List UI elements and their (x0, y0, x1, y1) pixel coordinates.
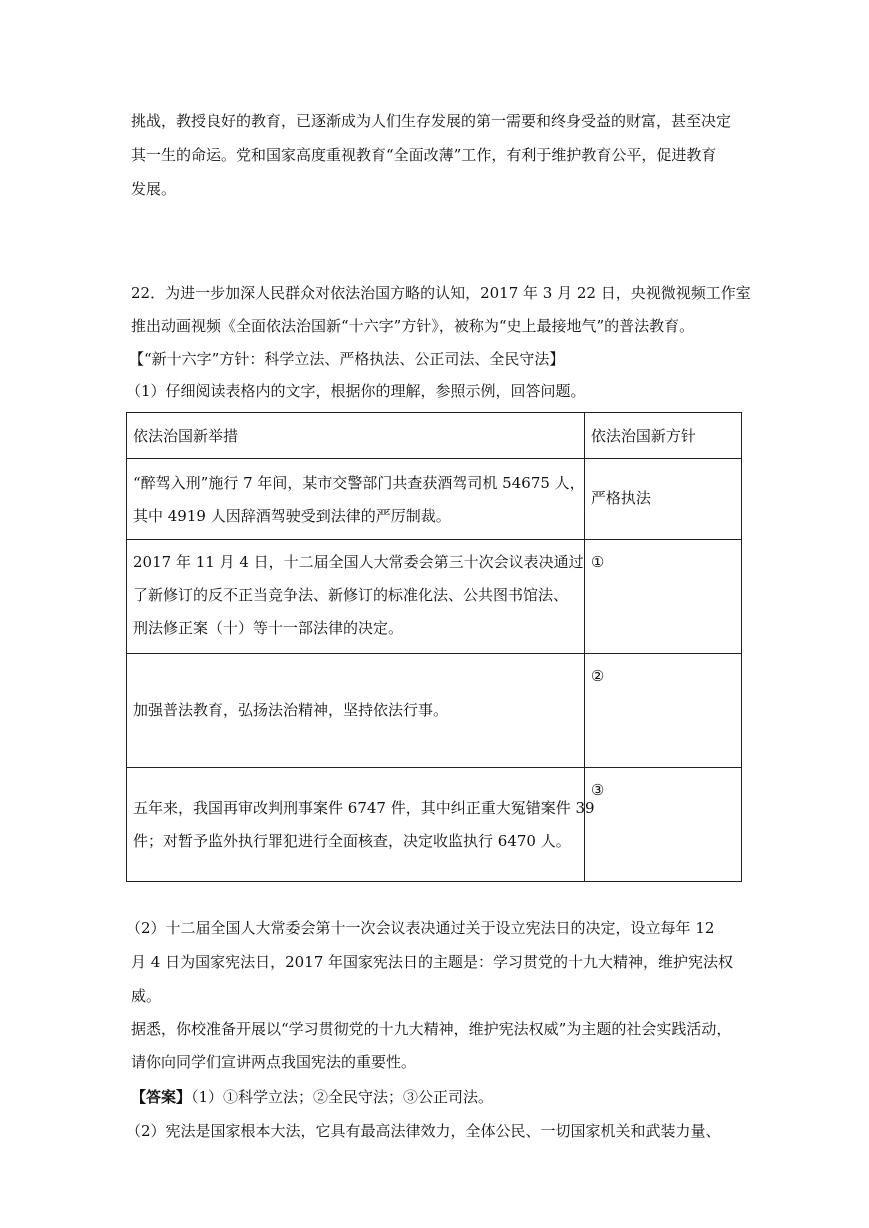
intro-line-3: 发展。 (131, 180, 177, 198)
measure-text: 件；对暂予监外执行罪犯进行全面核查，决定收监执行 6470 人。 (133, 832, 571, 850)
answer-part1: （1）①科学立法；②全民守法；③公正司法。 (191, 1088, 494, 1106)
answer-blank-2[interactable]: ② (584, 654, 741, 768)
measure-text: 其中 4919 人因辞酒驾驶受到法律的严厉制裁。 (133, 507, 451, 525)
table-row (127, 654, 742, 768)
header-policy: 依法治国新方针 (584, 413, 741, 459)
measure-text: 加强普法教育，弘扬法治精神，坚持依法行事。 (133, 701, 449, 719)
measure-text: “醉驾入刑”施行 7 年间，某市交警部门共查获酒驾司机 54675 人， (133, 474, 585, 492)
intro-line-1: 挑战，教授良好的教育，已逐渐成为人们生存发展的第一需要和终身受益的财富，甚至决定 (131, 112, 732, 130)
table-row (127, 768, 742, 882)
measure-cell (127, 654, 585, 768)
policy-cell: 严格执法 (584, 459, 741, 540)
header-measures: 依法治国新举措 (127, 413, 585, 459)
part2-line-5: 请你向同学们宣讲两点我国宪法的重要性。 (131, 1053, 417, 1071)
table-row (127, 540, 742, 654)
question-stem-line-2: 推出动画视频《全面依法治国新“十六字”方针》，被称为“史上最接地气”的普法教育。 (131, 317, 695, 335)
part2-line-1: （2）十二届全国人大常委会第十一次会议表决通过关于设立宪法日的决定，设立每年 12 (126, 919, 715, 937)
measure-text: 2017 年 11 月 4 日，十二届全国人大常委会第三十次会议表决通过 (133, 553, 584, 571)
answer-part2: （2）宪法是国家根本大法，它具有最高法律效力，全体公民、一切国家机关和武装力量、 (126, 1122, 721, 1140)
part2-line-4: 据悉，你校准备开展以“学习贯彻党的十九大精神，维护宪法权威”为主题的社会实践活动， (131, 1020, 732, 1038)
measure-text: 刑法修正案（十）等十一部法律的决定。 (133, 619, 404, 637)
answer-blank-3[interactable]: ③ (584, 768, 741, 882)
policy-line: 【“新十六字”方针：科学立法、严格执法、公正司法、全民守法】 (129, 350, 565, 368)
answer-line-1 (131, 1087, 493, 1107)
answer-blank-1[interactable]: ① (584, 540, 741, 654)
answer-label: 【答案】 (131, 1088, 192, 1106)
table-row (127, 459, 742, 540)
measure-cell (127, 768, 595, 882)
measure-cell (127, 459, 585, 540)
part2-line-3: 威。 (131, 987, 162, 1005)
measure-text: 五年来，我国再审改判刑事案件 6747 件，其中纠正重大冤错案件 39 (133, 799, 595, 817)
measures-table (126, 412, 742, 882)
measure-text: 了新修订的反不正当竞争法、新修订的标准化法、公共图书馆法、 (133, 586, 569, 604)
measure-cell (127, 540, 585, 654)
part1-prompt: （1）仔细阅读表格内的文字，根据你的理解，参照示例，回答问题。 (126, 382, 586, 400)
part2-line-2: 月 4 日为国家宪法日，2017 年国家宪法日的主题是：学习贯党的十九大精神，维护宪法权 (131, 953, 734, 971)
question-stem-line-1: 22．为进一步加深人民群众对依法治国方略的认知，2017 年 3 月 22 日，央视微视频工作室 (131, 284, 751, 302)
table-header-row (127, 413, 742, 459)
intro-line-2: 其一生的命运。党和国家高度重视教育“全面改薄”工作，有利于维护教育公平，促进教育 (131, 146, 717, 164)
